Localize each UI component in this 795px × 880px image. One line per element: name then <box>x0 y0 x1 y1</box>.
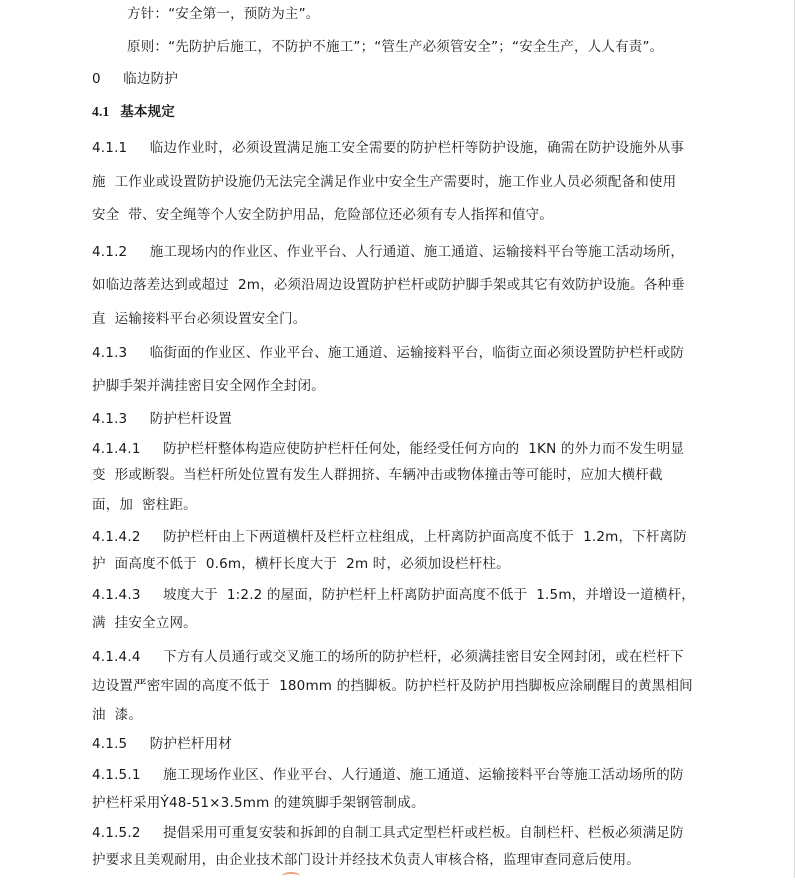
paragraph-line: 4.1.4.4 下方有人员通行或交叉施工的场所的防护栏杆，必须满挂密目安全网封闭，或在栏杆下 <box>92 649 684 665</box>
paragraph-line: 如临边落差达到或超过 2m，必须沿周边设置防护栏杆或防护脚手架或其它有效防护设施。各种垂 <box>92 277 685 293</box>
paragraph-line: 变 形或断裂。当栏杆所处位置有发生人群拥挤、车辆冲击或物体撞击等可能时，应加大横杆截 <box>92 467 663 483</box>
paragraph-line: 4.1.4.2 防护栏杆由上下两道横杆及栏杆立柱组成，上杆离防护面高度不低于 1.2m，下杆离防 <box>92 529 687 545</box>
subsection-heading: 4.1.3 防护栏杆设置 <box>92 411 233 427</box>
principle-line: 原则：“先防护后施工，不防护不施工”；“管生产必须管安全”；“安全生产，人人有责”。 <box>127 39 664 55</box>
paragraph-line: 4.1.1 临边作业时，必须设置满足施工安全需要的防护栏杆等防护设施，确需在防护设施外从事 <box>92 140 685 156</box>
paragraph-line: 安全 带、安全绳等个人安全防护用品，危险部位还必须有专人指挥和值守。 <box>92 207 554 223</box>
paragraph-line: 4.1.4.1 防护栏杆整体构造应使防护栏杆任何处，能经受任何方向的 1KN 的外力而不发生明显 <box>92 441 685 457</box>
page-edge-mark <box>282 872 300 880</box>
paragraph-line: 4.1.5.2 提倡采用可重复安装和拆卸的自制工具式定型栏杆或栏板。自制栏杆、栏板必须满足防 <box>92 825 684 841</box>
paragraph-line: 护要求且美观耐用，由企业技术部门设计并经技术负责人审核合格，监理审查同意后使用。 <box>92 852 640 868</box>
paragraph-line: 满 挂安全立网。 <box>92 615 197 631</box>
paragraph-line: 护栏杆采用Ý48-51×3.5mm 的建筑脚手架钢管制成。 <box>92 795 425 811</box>
paragraph-line: 施 工作业或设置防护设施仍无法完全满足作业中安全生产需要时，施工作业人员必须配备和使用 <box>92 174 677 190</box>
subsection-heading: 4.1 基本规定 <box>92 104 175 119</box>
paragraph-line: 面，加 密柱距。 <box>92 497 197 513</box>
paragraph-line: 直 运输接料平台必须设置安全门。 <box>92 311 307 327</box>
paragraph-line: 4.1.3 临街面的作业区、作业平台、施工通道、运输接料平台，临街立面必须设置防护栏杆或防 <box>92 345 685 361</box>
subsection-heading: 4.1.5 防护栏杆用材 <box>92 736 233 752</box>
paragraph-line: 4.1.4.3 坡度大于 1:2.2 的屋面，防护栏杆上杆离防护面高度不低于 1.5m，并增设一道横杆， <box>92 587 695 603</box>
paragraph-line: 4.1.2 施工现场内的作业区、作业平台、人行通道、施工通道、运输接料平台等施工活动场所， <box>92 244 685 260</box>
paragraph-line: 边设置严密牢固的高度不低于 180mm 的挡脚板。防护栏杆及防护用挡脚板应涂刷醒目的黄黑相间 <box>92 678 693 694</box>
section-heading: 0 临边防护 <box>92 71 179 87</box>
paragraph-line: 油 漆。 <box>92 707 143 723</box>
policy-line: 方针：“安全第一，预防为主”。 <box>127 6 320 22</box>
paragraph-line: 护脚手架并满挂密目安全网作全封闭。 <box>92 378 325 394</box>
paragraph-line: 4.1.5.1 施工现场作业区、作业平台、人行通道、施工通道、运输接料平台等施工活动场所的防 <box>92 767 684 783</box>
paragraph-line: 护 面高度不低于 0.6m，横杆长度大于 2m 时，必须加设栏杆柱。 <box>92 556 510 572</box>
